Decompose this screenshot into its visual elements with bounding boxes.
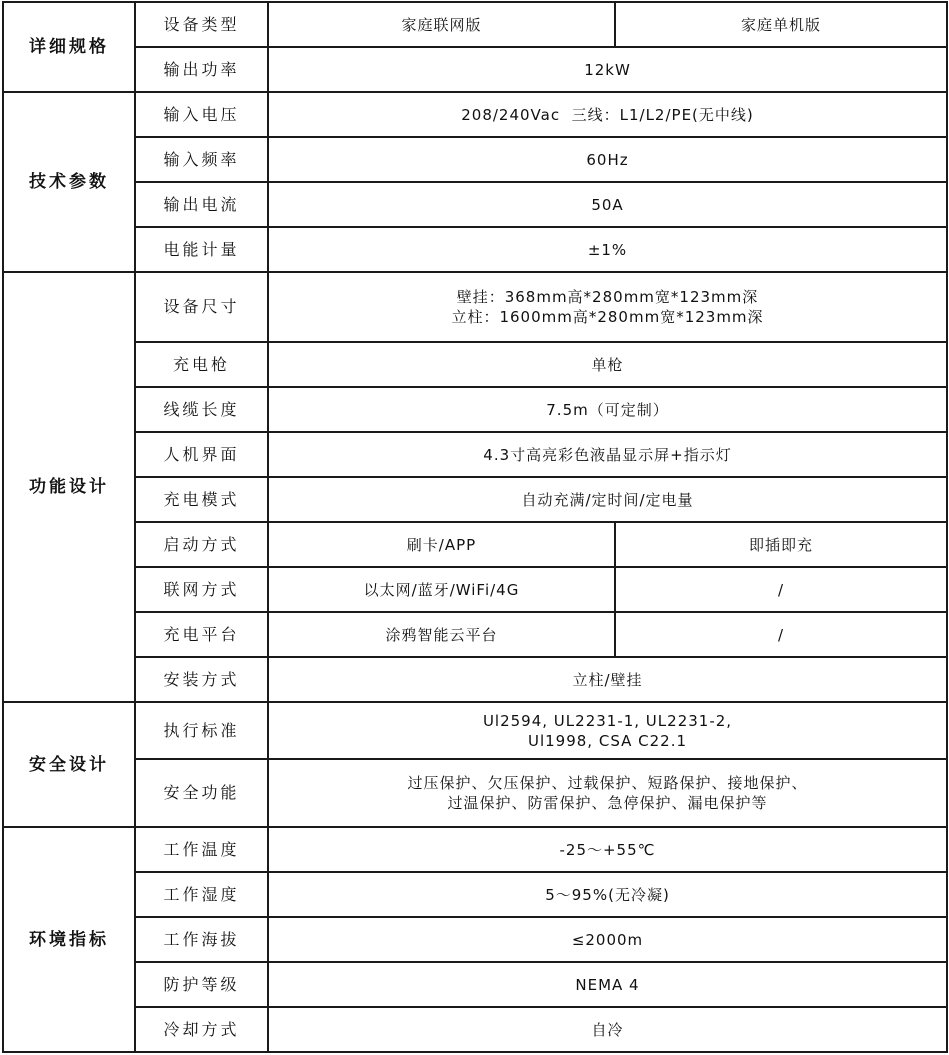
- param-value: -25～+55℃: [268, 827, 947, 872]
- param-label: 输入频率: [135, 137, 268, 182]
- value-standalone: 家庭单机版: [615, 2, 947, 47]
- value-networked: 涂鸦智能云平台: [268, 612, 615, 657]
- param-label: 充电平台: [135, 612, 268, 657]
- value-line: Ul2594, UL2231-1, UL2231-2,: [482, 711, 733, 730]
- param-value: [268, 759, 947, 827]
- table-row: [3, 47, 947, 92]
- category-technical-params: 技术参数: [3, 92, 135, 272]
- table-row: [3, 567, 947, 612]
- table-row: [3, 272, 947, 342]
- param-label: 充电枪: [135, 342, 268, 387]
- table-row: [3, 612, 947, 657]
- param-label: 冷却方式: [135, 1007, 268, 1052]
- param-value: [268, 272, 947, 342]
- param-value: [268, 702, 947, 759]
- table-row: [3, 657, 947, 702]
- table-row: [3, 759, 947, 827]
- param-value: 208/240Vac 三线：L1/L2/PE(无中线): [268, 92, 947, 137]
- param-label: 设备类型: [135, 2, 268, 47]
- table-row: [3, 702, 947, 759]
- value-standalone: 即插即充: [615, 522, 947, 567]
- spec-table: [2, 1, 948, 1053]
- table-row: [3, 962, 947, 1007]
- category-function-design: 功能设计: [3, 272, 135, 702]
- param-label: 工作海拔: [135, 917, 268, 962]
- param-value: 12kW: [268, 47, 947, 92]
- param-value: 5～95%(无冷凝): [268, 872, 947, 917]
- param-value: 立柱/壁挂: [268, 657, 947, 702]
- param-label: 防护等级: [135, 962, 268, 1007]
- table-row: [3, 872, 947, 917]
- table-row: [3, 827, 947, 872]
- value-line: 壁挂：368mm高*280mm宽*123mm深: [456, 288, 759, 306]
- table-row: [3, 2, 947, 47]
- param-label: 安装方式: [135, 657, 268, 702]
- category-detailed-specs: 详细规格: [3, 2, 135, 92]
- param-value: 60Hz: [268, 137, 947, 182]
- param-label: 输出功率: [135, 47, 268, 92]
- param-value: NEMA 4: [268, 962, 947, 1007]
- value-standalone: /: [615, 567, 947, 612]
- param-label: 充电模式: [135, 477, 268, 522]
- param-value: 7.5m（可定制）: [268, 387, 947, 432]
- param-value: 自冷: [268, 1007, 947, 1052]
- table-row: [3, 387, 947, 432]
- value-line: 过温保护、防雷保护、急停保护、漏电保护等: [447, 794, 768, 812]
- value-networked: 家庭联网版: [268, 2, 615, 47]
- category-environment: 环境指标: [3, 827, 135, 1052]
- value-line: Ul1998, CSA C22.1: [527, 731, 688, 750]
- table-row: [3, 342, 947, 387]
- table-row: [3, 432, 947, 477]
- table-row: [3, 1007, 947, 1052]
- param-label: 工作温度: [135, 827, 268, 872]
- param-label: 启动方式: [135, 522, 268, 567]
- param-label: 工作湿度: [135, 872, 268, 917]
- param-label: 设备尺寸: [135, 272, 268, 342]
- table-row: [3, 227, 947, 272]
- table-row: [3, 92, 947, 137]
- param-label: 线缆长度: [135, 387, 268, 432]
- table-row: [3, 917, 947, 962]
- value-networked: 刷卡/APP: [268, 522, 615, 567]
- param-label: 输入电压: [135, 92, 268, 137]
- param-label: 人机界面: [135, 432, 268, 477]
- param-value: 4.3寸高亮彩色液晶显示屏+指示灯: [268, 432, 947, 477]
- param-label: 电能计量: [135, 227, 268, 272]
- param-value: 50A: [268, 182, 947, 227]
- value-networked: 以太网/蓝牙/WiFi/4G: [268, 567, 615, 612]
- table-row: [3, 137, 947, 182]
- param-label: 联网方式: [135, 567, 268, 612]
- category-safety-design: 安全设计: [3, 702, 135, 827]
- param-label: 输出电流: [135, 182, 268, 227]
- table-row: [3, 477, 947, 522]
- param-label: 执行标准: [135, 702, 268, 759]
- param-value: ≤2000m: [268, 917, 947, 962]
- table-row: [3, 522, 947, 567]
- param-value: 自动充满/定时间/定电量: [268, 477, 947, 522]
- table-row: [3, 182, 947, 227]
- value-line: 过压保护、欠压保护、过载保护、短路保护、接地保护、: [407, 774, 808, 792]
- value-standalone: /: [615, 612, 947, 657]
- value-line: 立柱：1600mm高*280mm宽*123mm深: [451, 308, 764, 326]
- param-label: 安全功能: [135, 759, 268, 827]
- param-value: 单枪: [268, 342, 947, 387]
- param-value: ±1%: [268, 227, 947, 272]
